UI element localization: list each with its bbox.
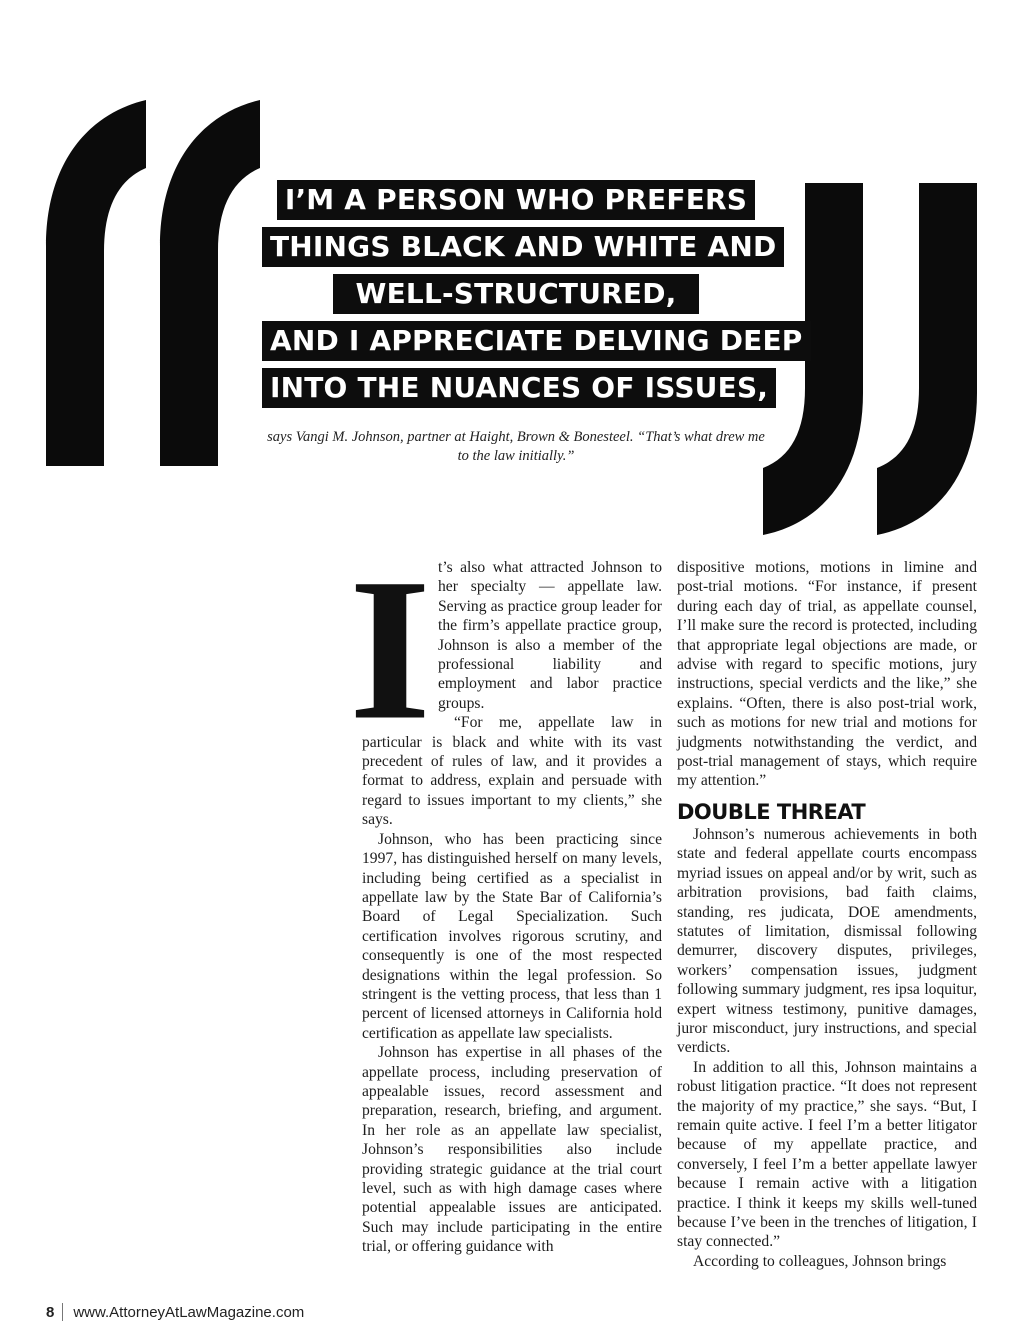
footer-url[interactable]: www.AttorneyAtLawMagazine.com bbox=[73, 1303, 305, 1321]
article-paragraph: Johnson, who has been practicing since 1997, has distinguished herself on many levels, including being certified as a specialist in appellate law by the State Bar of California’s Board of Legal Specialization. Such certification involves rigorous scrutiny, and consequently is one of the most respected designations within the legal profession. So stringent is the vetting process, that less than 1 percent of licensed attorneys in California hold certification as appellate law specialists. bbox=[362, 830, 662, 1042]
quote-attribution: says Vangi M. Johnson, partner at Haight, Brown & Bonesteel. “That’s what drew me to the law initially.” bbox=[267, 429, 765, 464]
article-paragraph: Johnson’s numerous achievements in both state and federal appellate courts encompass myriad issues on appeal and/or by writ, such as arbitration provisions, bad faith claims, standing, res judicata, DOE amendments, statutes of limitation, dismissal following demurrer, discovery disputes, privileges, workers’ compensation issues, judgment following summary judgment, res ipsa loquitur, expert witness testimony, punitive damages, juror misconduct, jury instructions, and special verdicts. bbox=[677, 825, 977, 1057]
article-paragraph: t’s also what attracted Johnson to her specialty — appellate law. Serving as practice group leader for the firm’s appellate practice group, Johnson is also a member of the professional liability and employment and labor practice groups. bbox=[438, 559, 662, 712]
article-column-left bbox=[348, 536, 662, 1257]
article-paragraph: “For me, appellate law in particular is black and white with its vast precedent of rules of law, and it provides a format to address, explain and persuade with regard to issues important to my clients,” she says. bbox=[362, 714, 662, 829]
article-column-right bbox=[677, 558, 977, 1271]
open-quote-mark-icon bbox=[46, 96, 262, 466]
pull-quote bbox=[262, 180, 803, 415]
section-subhead: DOUBLE THREAT bbox=[677, 799, 866, 824]
pull-quote-line: THINGS BLACK AND WHITE AND bbox=[262, 227, 784, 267]
close-quote-mark-icon bbox=[763, 183, 979, 539]
pull-quote-line: INTO THE NUANCES OF ISSUES, bbox=[262, 368, 776, 408]
article-paragraph: In addition to all this, Johnson maintains a robust litigation practice. “It does not represent the majority of my practice,” she says. “But, I remain quite active. I feel I’m a better litigator because of my appellate practice, and conversely, I feel I’m a better appellate lawyer because I remain active with a litigation practice. I think it keeps my skills well-tuned because I’ve been in the trenches of litigation, I stay connected.” bbox=[677, 1058, 977, 1251]
article-paragraph: According to colleagues, Johnson brings bbox=[693, 1252, 947, 1270]
drop-cap-letter: I bbox=[348, 536, 432, 762]
pull-quote-line: AND I APPRECIATE DELVING DEEP bbox=[262, 321, 811, 361]
footer-divider bbox=[62, 1303, 63, 1321]
drop-cap bbox=[348, 536, 432, 762]
pull-quote-line: I’M A PERSON WHO PREFERS bbox=[277, 180, 755, 220]
page-number: 8 bbox=[46, 1303, 55, 1321]
pull-quote-line: WELL-STRUCTURED, bbox=[333, 274, 698, 314]
article-paragraph: Johnson has expertise in all phases of the appellate process, including preservation of appealable issues, record assessment and preparation, research, briefing, and argument. In her role as an appellate law specialist, Johnson’s responsibilities also include providing strategic guidance at the trial court level, such as with high damage cases where potential appealable issues are anticipated. Such may include participating in the entire trial, or offering guidance with bbox=[362, 1044, 662, 1256]
page-footer bbox=[46, 1303, 304, 1321]
article-paragraph: dispositive motions, motions in limine and post-trial motions. “For instance, if present during each day of trial, as appellate counsel, I’ll make sure the record is protected, including that appropriate legal objections are made, or advise with regard to specific motions, jury instructions, special verdicts and the like,” she explains. “Often, there is also post-trial work, such as motions for new trial and motions for judgments notwithstanding the verdict, and post-trial management of stays, which require my attention.” bbox=[677, 559, 977, 790]
